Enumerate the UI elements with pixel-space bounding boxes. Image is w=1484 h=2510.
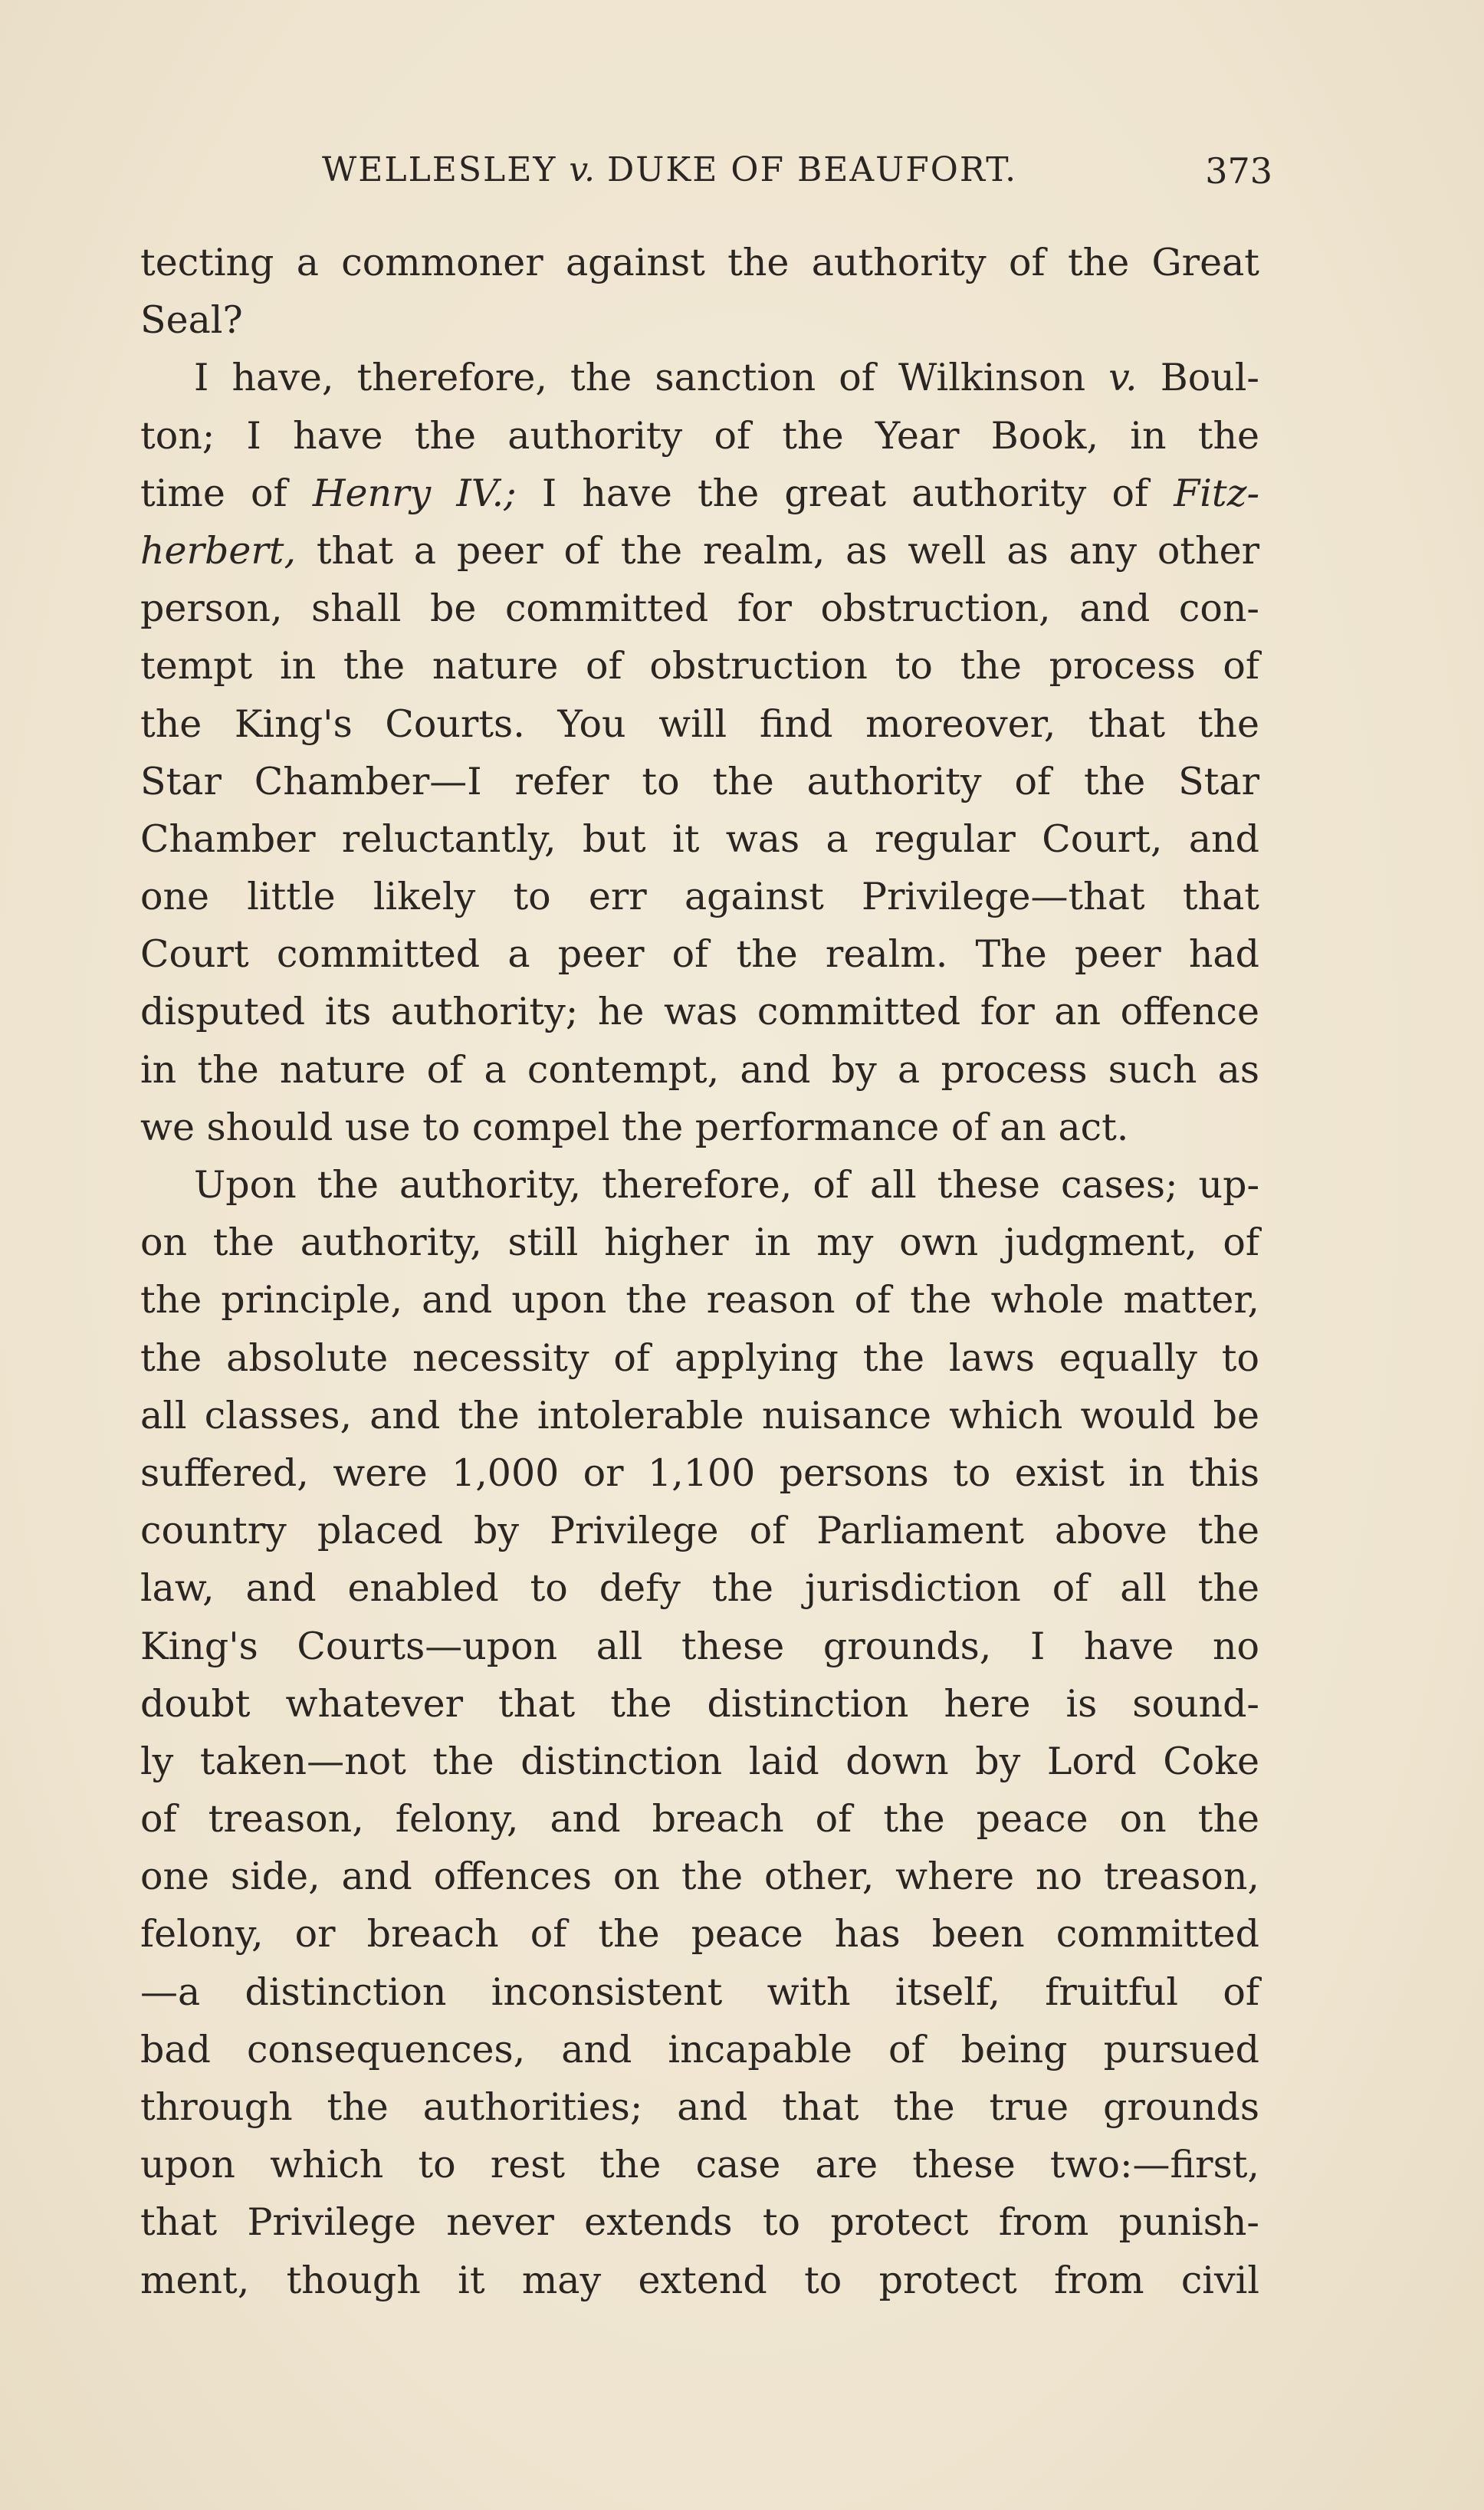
text-span: v. [1108, 356, 1138, 400]
text-line: of treason, felony, and breach of the peace on the [140, 1797, 1259, 1841]
text-line: ment, though it may extend to protect from civil [140, 2258, 1259, 2302]
running-title [322, 150, 1017, 189]
text-line: person, shall be committed for obstruction, and con- [140, 586, 1259, 631]
text-span: Boul- [1137, 356, 1259, 400]
text-line: all classes, and the intolerable nuisance which would be [140, 1393, 1259, 1437]
text-line: suffered, were 1,000 or 1,100 persons to exist in this [140, 1450, 1259, 1495]
text-line: doubt whatever that the distinction here is sound- [140, 1681, 1259, 1726]
text-span: I have, therefore, the sanction of Wilkinson [194, 356, 1109, 400]
text-line: tempt in the nature of obstruction to the process of [140, 644, 1259, 688]
text-line: law, and enabled to defy the jurisdiction of all the [140, 1566, 1259, 1611]
text-span: I have the great authority of [516, 471, 1174, 515]
text-line: the King's Courts. You will find moreover, that the [140, 701, 1259, 746]
text-line [140, 349, 1259, 406]
text-line: Star Chamber—I refer to the authority of the Star [140, 759, 1259, 803]
text-line [140, 522, 1259, 580]
running-title-part: WELLESLEY [322, 150, 570, 189]
text-line: the absolute necessity of applying the laws equally to [140, 1335, 1259, 1380]
text-line: bad consequences, and incapable of being pursued [140, 2027, 1259, 2071]
text-line: tecting a commoner against the authority of the Great [140, 241, 1259, 284]
text-span: that a peer of the realm, as well as any other [296, 528, 1259, 573]
text-span: time of [140, 471, 313, 515]
running-title-part: DUKE OF BEAUFORT. [595, 150, 1018, 189]
text-line: —a distinction inconsistent with itself, fruitful of [140, 1970, 1259, 2014]
text-span: herbert, [140, 528, 297, 573]
text-line: upon which to rest the case are these two:—first, [140, 2143, 1259, 2187]
text-line: disputed its authority; he was committed for an offence [140, 990, 1259, 1034]
text-line: Court committed a peer of the realm. The peer had [140, 932, 1259, 977]
text-line: that Privilege never extends to protect from punish- [140, 2200, 1259, 2245]
page-header [322, 150, 1272, 212]
text-line: Upon the authority, therefore, of all these cases; up- [194, 1163, 1259, 1207]
text-line: Chamber reluctantly, but it was a regular Court, and [140, 816, 1259, 861]
text-line: one side, and offences on the other, where no treason, [140, 1855, 1259, 1899]
text-span: Henry IV.; [312, 471, 517, 515]
text-line: ly taken—not the distinction laid down by Lord Coke [140, 1739, 1259, 1783]
text-line: we should use to compel the performance of an act. [140, 1105, 1129, 1149]
text-line: one little likely to err against Privilege—that that [140, 875, 1259, 919]
text-line [140, 465, 1259, 522]
body-text [140, 234, 1259, 2309]
text-line: in the nature of a contempt, and by a process such as [140, 1047, 1259, 1092]
running-title-versus: v. [569, 150, 596, 189]
page-number: 373 [1205, 150, 1272, 192]
text-line: on the authority, still higher in my own judgment, of [140, 1221, 1259, 1265]
text-line: King's Courts—upon all these grounds, I have no [140, 1624, 1259, 1668]
text-line: ton; I have the authority of the Year Book, in the [140, 413, 1259, 458]
text-line: through the authorities; and that the true grounds [140, 2085, 1259, 2129]
text-line: felony, or breach of the peace has been committed [140, 1912, 1259, 1956]
text-line: the principle, and upon the reason of the whole matter, [140, 1278, 1259, 1322]
text-span: Fitz- [1174, 471, 1259, 515]
text-line: Seal? [140, 298, 243, 343]
text-line: country placed by Privilege of Parliament above the [140, 1509, 1259, 1553]
